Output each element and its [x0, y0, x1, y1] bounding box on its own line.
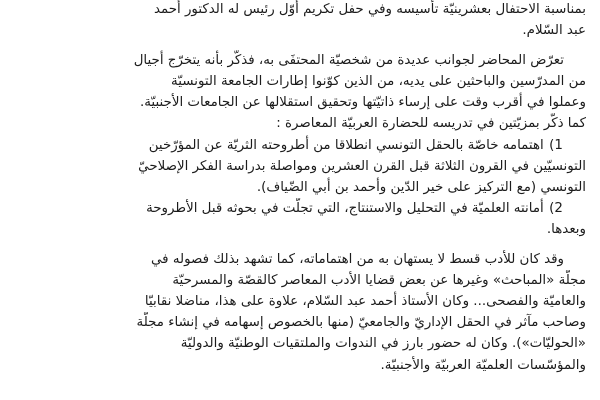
list-item-1	[14, 135, 586, 198]
paragraph-literature	[14, 249, 586, 376]
text-line: «الحوليّات»). وكان له حضور بارز في الندوات والملتقيات الوطنيّة والدوليّة	[180, 336, 586, 352]
text-line: عبد السّلام.	[522, 23, 586, 39]
text-line	[14, 135, 586, 156]
text-line: وقد كان للأدب قسط لا يستهان به من اهتماماته، كما تشهد بذلك فصوله في	[151, 252, 564, 268]
text-line: وبعدها.	[546, 221, 586, 237]
text-line: والمؤسّسات العلميّة العربيّة والأجنبيّة.	[380, 357, 586, 373]
paragraph-lecture-summary	[14, 50, 586, 134]
text-line: التونسيّين في القرون الثلاثة قبل القرن العشرين ومواصلة بدراسة الفكر الإصلاحيّ	[138, 158, 586, 174]
paragraph-intro	[14, 0, 586, 41]
list-item-2	[14, 198, 586, 240]
text-line: من المدرّسين والباحثين على يديه، من الذين كوّنوا إطارات الجامعة التونسيّة	[171, 74, 586, 90]
text-line: وصاحب مآثر في الحقل الإداريّ والجامعيّ (منها بالخصوص إسهامه في إنشاء مجلّة	[136, 315, 586, 331]
text-line: بمناسبة الاحتفال بعشرينيّة تأسيسه وفي حفل تكريم أوّل رئيس له الدكتور أحمد	[153, 2, 586, 17]
list-item-text: اهتمامه خاصّة بالحقل التونسي انطلاقا من أطروحته الثريّة عن المؤرّخين	[148, 137, 544, 153]
text-line: تعرّض المحاضر لجوانب عديدة من شخصيّة المحتفَى به، فذكّر بأنه يتخرّج أجيال	[133, 53, 564, 69]
text-line: التونسي (مع التركيز على خير الدّين وأحمد بن أبي الضّياف).	[256, 179, 586, 195]
list-item-text: أمانته العلميّة في التحليل والاستنتاج، التي تجلّت في بحوثه قبل الأطروحة	[146, 200, 544, 216]
text-line	[14, 198, 586, 219]
text-line: مجلّة «المباحث» وغيرها عن بعض قضايا الأدب المعاصر كالقصّة والمسرحيّة	[172, 273, 586, 289]
text-line: كما ذكّر بمزيّتين في تدريسه للحضارة العربيّة المعاصرة :	[276, 116, 586, 132]
list-item-number: 1)	[549, 137, 563, 153]
text-line: وعملوا في أقرب وقت على إرساء ذاتيّتها وتحقيق استقلالها عن الجامعات الأجنبيّة.	[139, 95, 586, 111]
list-item-number: 2)	[549, 200, 563, 216]
text-line: والعاميّة والفصحى... وكان الأستاذ أحمد عبد السّلام، علاوة على هذا، مناضلا نقابيّا	[144, 294, 586, 310]
